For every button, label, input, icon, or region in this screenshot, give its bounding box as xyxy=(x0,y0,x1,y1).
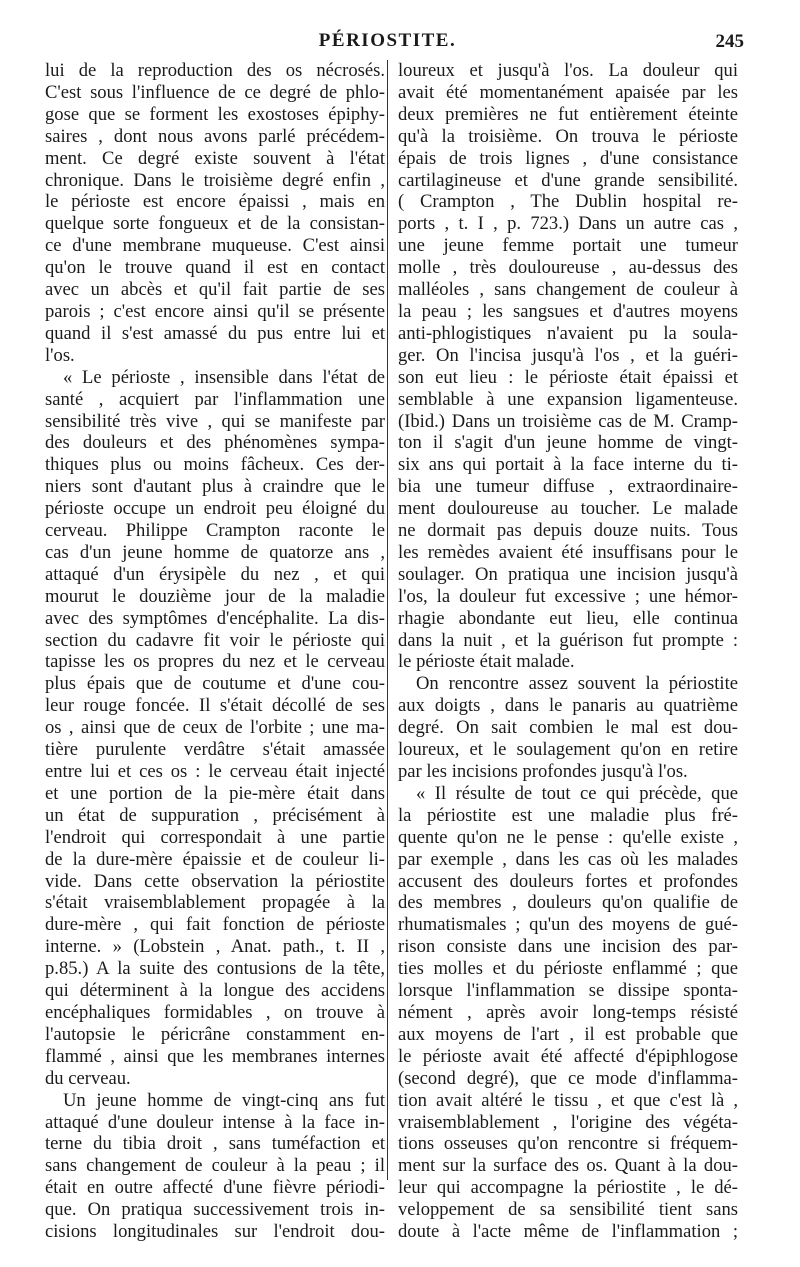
text-line: deux premières ne fut entièrement éteinte xyxy=(398,103,738,125)
text-line: rhumatismales ; qu'un des moyens de gué- xyxy=(398,914,738,936)
text-line: cerveau. Philippe Crampton raconte le xyxy=(45,520,385,542)
text-line: ment sur la surface des os. Quant à la dou- xyxy=(398,1155,738,1177)
text-line: six ans qui portait à la face interne du ti- xyxy=(398,454,738,476)
text-line: des membres , douleurs qu'on qualifie de xyxy=(398,892,738,914)
text-line: tions osseuses qu'on rencontre si fréquem- xyxy=(398,1133,738,1155)
text-line: l'os. xyxy=(45,344,75,366)
text-line: quand il s'est amassé du pus entre lui et xyxy=(45,322,385,344)
text-line: ties molles et du périoste enflammé ; que xyxy=(398,958,738,980)
text-line: ports , t. I , p. 723.) Dans un autre cas , xyxy=(398,213,738,235)
text-line: un état de suppuration , précisément à xyxy=(45,804,385,826)
text-line: vide. Dans cette observation la périostite xyxy=(45,870,385,892)
text-line: par exemple , dans les cas où les malades xyxy=(398,848,738,870)
text-line: le périoste est encore épaissi , mais en xyxy=(45,191,385,213)
text-line: aux moyens de l'art , il est probable que xyxy=(398,1023,738,1045)
text-line: sans changement de couleur à la peau ; il xyxy=(45,1155,385,1177)
text-line: bia une tumeur diffuse , extraordinaire- xyxy=(398,476,738,498)
text-line: semblable à une expansion ligamenteuse. xyxy=(398,388,738,410)
text-line: s'était vraisemblablement propagée à la xyxy=(45,892,385,914)
text-line: parois ; c'est encore ainsi qu'il se présente xyxy=(45,300,385,322)
text-line: mourut le douzième jour de la maladie xyxy=(45,585,385,607)
text-line: encéphaliques formidables , on trouve à xyxy=(45,1001,385,1023)
text-line: cisions longitudinales sur l'endroit dou- xyxy=(45,1221,385,1243)
text-line: accusent des douleurs fortes et profondes xyxy=(398,870,738,892)
text-line: qui déterminent à la longue des accidens xyxy=(45,980,385,1002)
text-line: qu'à la troisième. On trouva le périoste xyxy=(398,125,738,147)
text-line: vraisemblablement , l'origine des végéta- xyxy=(398,1111,738,1133)
text-line: épais de trois lignes , d'une consistance xyxy=(398,147,738,169)
text-line: ce d'une membrane muqueuse. C'est ainsi xyxy=(45,235,385,257)
text-line: quente qu'on ne le pense : qu'elle existe , xyxy=(398,826,738,848)
text-line: p.85.) A la suite des contusions de la tête, xyxy=(45,958,385,980)
text-line: C'est sous l'influence de ce degré de phlo- xyxy=(45,81,385,103)
text-line: saires , dont nous avons parlé précédem- xyxy=(45,125,385,147)
text-line: l'endroit qui correspondait à une partie xyxy=(45,826,385,848)
text-line: ton il s'agit d'un jeune homme de vingt- xyxy=(398,432,738,454)
text-line: chronique. Dans le troisième degré enfin , xyxy=(45,169,385,191)
text-line: des douleurs et des phénomènes sympa- xyxy=(45,432,385,454)
text-line: était en outre affecté d'une fièvre périodi- xyxy=(45,1177,385,1199)
text-line: tion avait altéré le tissu , et que c'est là , xyxy=(398,1089,738,1111)
text-line: cartilagineuse et d'une grande sensibilité. xyxy=(398,169,738,191)
text-line: loureux, et le soulagement qu'on en retire xyxy=(398,739,738,761)
text-line: l'autopsie le péricrâne constamment en- xyxy=(45,1023,385,1045)
text-line: molle , très douloureuse , au-dessus des xyxy=(398,257,738,279)
text-line: « Le périoste , insensible dans l'état de xyxy=(63,366,385,388)
running-title: PÉRIOSTITE. xyxy=(318,30,457,51)
text-line: On rencontre assez souvent la périostite xyxy=(416,673,738,695)
text-line: avec un abcès et qu'il fait partie de ses xyxy=(45,279,385,301)
text-line: entre lui et ces os : le cerveau était injecté xyxy=(45,761,385,782)
text-line: rhagie abondante eut lieu, elle continua xyxy=(398,607,738,629)
text-line: « Il résulte de tout ce qui précède, que xyxy=(416,782,738,804)
text-line: la périostite est une maladie plus fré- xyxy=(398,804,738,826)
text-line: dans la nuit , et la guérison fut prompte : xyxy=(398,629,738,651)
text-line: rison consiste dans une incision des par- xyxy=(398,936,738,958)
text-line: plus épais que de coutume et d'une cou- xyxy=(45,673,385,695)
text-line: son eut lieu : le périoste était épaissi et xyxy=(398,366,738,388)
text-line: gose que se forment les exostoses épiphy- xyxy=(45,103,385,125)
text-line: ment. Ce degré existe souvent à l'état xyxy=(45,147,385,169)
text-line: dure-mère , qui fait fonction de périoste xyxy=(45,914,385,936)
text-line: leur rouge foncée. Il s'était décollé de ses xyxy=(45,695,385,717)
text-line: avait été momentanément apaisée par les xyxy=(398,81,738,103)
text-line: (second degré), que ce mode d'inflamma- xyxy=(398,1067,738,1089)
text-line: lui de la reproduction des os nécrosés. xyxy=(45,60,385,81)
text-line: lorsque l'inflammation se dissipe sponta- xyxy=(398,980,738,1002)
text-line: leur qui accompagne la périostite , le dé- xyxy=(398,1177,738,1199)
text-line: ger. On l'incisa jusqu'à l'os , et la guéri- xyxy=(398,344,738,366)
text-line: tière purulente verdâtre s'était amassée xyxy=(45,739,385,761)
text-line: attaqué d'une douleur intense à la face in- xyxy=(45,1111,385,1133)
text-line: santé , acquiert par l'inflammation une xyxy=(45,388,385,410)
text-line: (Ibid.) Dans un troisième cas de M. Cramp- xyxy=(398,410,738,432)
text-line: avec des symptômes d'encéphalite. La dis- xyxy=(45,607,385,629)
text-line: l'os, la douleur fut excessive ; une hémor- xyxy=(398,585,738,607)
text-line: de la dure-mère épaissie et de couleur li- xyxy=(45,848,385,870)
text-line: anti-phlogistiques n'avaient pu la soula- xyxy=(398,322,738,344)
right-text-column xyxy=(398,60,738,1243)
text-line: attaqué d'un érysipèle du nez , et qui xyxy=(45,563,385,585)
text-line: thiques plus ou moins fâcheux. Ces der- xyxy=(45,454,385,476)
text-line: section du cadavre fit voir le périoste qui xyxy=(45,629,385,651)
page-header xyxy=(45,30,744,56)
text-line: malléoles , sans changement de couleur à xyxy=(398,279,738,301)
text-line: os , ainsi que de ceux de l'orbite ; une ma- xyxy=(45,717,385,739)
text-line: ment douloureuse au toucher. Le malade xyxy=(398,498,738,520)
text-line: une jeune femme portait une tumeur xyxy=(398,235,738,257)
text-line: et une portion de la pie-mère était dans xyxy=(45,782,385,804)
text-line: Un jeune homme de vingt-cinq ans fut xyxy=(63,1089,385,1111)
text-line: ( Crampton , The Dublin hospital re- xyxy=(398,191,738,213)
text-line: sensibilité très vive , qui se manifeste par xyxy=(45,410,385,432)
page-number: 245 xyxy=(715,31,744,52)
text-line: la peau ; les sangsues et d'autres moyens xyxy=(398,300,738,322)
text-line: loureux et jusqu'à l'os. La douleur qui xyxy=(398,60,738,81)
text-line: périoste occupe un endroit peu éloigné du xyxy=(45,498,385,520)
text-line: cas d'un jeune homme de quatorze ans , xyxy=(45,541,385,563)
text-line: les remèdes avaient été insuffisans pour le xyxy=(398,541,738,563)
text-line: du cerveau. xyxy=(45,1067,131,1089)
text-line: que. On pratiqua successivement trois in- xyxy=(45,1199,385,1221)
text-line: niers sont d'autant plus à craindre que le xyxy=(45,476,385,498)
text-line: soulager. On pratiqua une incision jusqu'à xyxy=(398,563,738,585)
column-divider xyxy=(387,60,388,1180)
text-line: le périoste avait été affecté d'épiphlogose xyxy=(398,1045,738,1067)
text-line: par les incisions profondes jusqu'à l'os. xyxy=(398,761,688,782)
text-line: le périoste était malade. xyxy=(398,651,575,673)
text-line: aux doigts , dans le panaris au quatrième xyxy=(398,695,738,717)
text-line: qu'on le trouve quand il est en contact xyxy=(45,257,385,279)
text-line: doute à l'acte même de l'inflammation ; xyxy=(398,1221,738,1243)
text-line: tapisse les os propres du nez et le cerveau xyxy=(45,651,385,673)
text-line: veloppement de sa sensibilité tient sans xyxy=(398,1199,738,1221)
left-text-column xyxy=(45,60,385,1243)
text-line: quelque sorte fongueux et de la consistan- xyxy=(45,213,385,235)
text-line: flammé , ainsi que les membranes internes xyxy=(45,1045,385,1067)
text-line: ne dormait pas depuis douze nuits. Tous xyxy=(398,520,738,542)
text-line: terne du tibia droit , sans tuméfaction et xyxy=(45,1133,385,1155)
text-line: degré. On sait combien le mal est dou- xyxy=(398,717,738,739)
text-line: interne. » (Lobstein , Anat. path., t. II , xyxy=(45,936,385,958)
text-line: nément , après avoir long-temps résisté xyxy=(398,1001,738,1023)
